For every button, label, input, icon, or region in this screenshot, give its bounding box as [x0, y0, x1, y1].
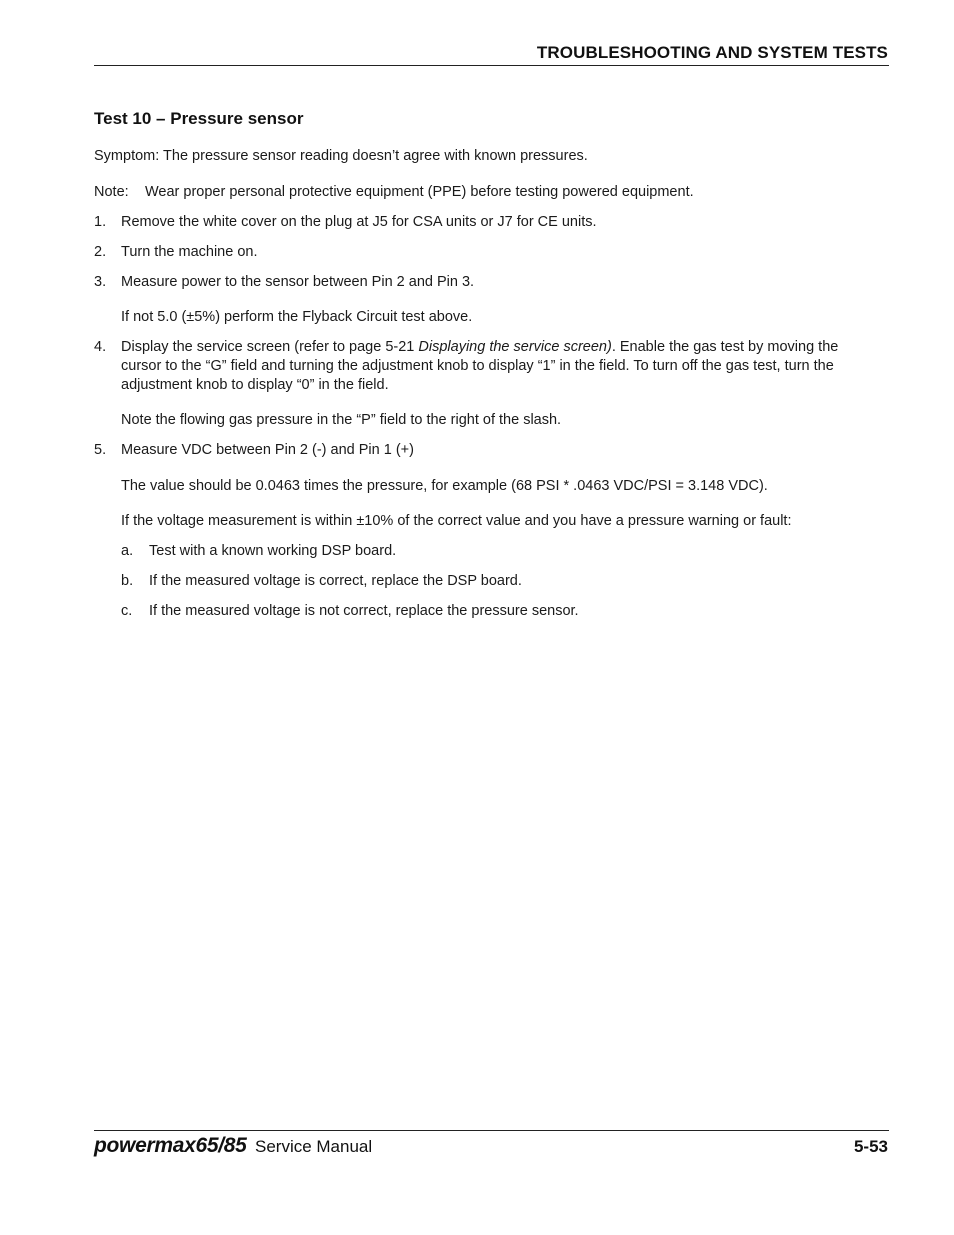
substep-text: If the measured voltage is not correct, replace the pressure sensor.: [149, 603, 579, 619]
step-text-italic: Displaying the service screen): [418, 339, 612, 355]
substep-letter: c.: [121, 603, 133, 619]
page-header-title: TROUBLESHOOTING AND SYSTEM TESTS: [536, 43, 888, 62]
step-followup: Note the flowing gas pressure in the “P” field to the right of the slash.: [121, 412, 562, 428]
substep-letter: a.: [121, 543, 134, 559]
step-number: 3.: [94, 274, 107, 290]
substep-text: If the measured voltage is correct, replace the DSP board.: [149, 573, 522, 589]
section-title: Test 10 – Pressure sensor: [94, 109, 304, 128]
step-text-part: . Enable the gas test by moving the cursor to the “G” field and turning the adjustment knob to display “1” in the field. To turn off the gas test, turn the adjustment knob to display “0” in the field.: [121, 339, 839, 393]
step-followup: If not 5.0 (±5%) perform the Flyback Circuit test above.: [121, 309, 473, 325]
footer-brand-line: [94, 1134, 372, 1158]
step-number: 1.: [94, 214, 107, 230]
brand-logo: powermax65/85: [94, 1134, 247, 1157]
step-text: Remove the white cover on the plug at J5 for CSA units or J7 for CE units.: [121, 214, 597, 230]
substep-text: Test with a known working DSP board.: [149, 543, 397, 559]
step-followup: If the voltage measurement is within ±10% of the correct value and you have a pressure warning or fault:: [121, 513, 792, 529]
step-number: 5.: [94, 442, 107, 458]
substep-letter: b.: [121, 573, 134, 589]
symptom-text: Symptom: The pressure sensor reading doesn’t agree with known pressures.: [94, 148, 588, 164]
manual-title: Service Manual: [254, 1137, 373, 1156]
note-text: Wear proper personal protective equipment (PPE) before testing powered equipment.: [145, 184, 694, 200]
header-divider: [94, 65, 889, 66]
step-number: 4.: [94, 339, 107, 355]
step-text: Turn the machine on.: [121, 244, 258, 260]
step-text: [121, 338, 873, 395]
step-text: Measure power to the sensor between Pin 2 and Pin 3.: [121, 274, 475, 290]
step-text: Measure VDC between Pin 2 (-) and Pin 1 (+): [121, 442, 414, 458]
step-followup: The value should be 0.0463 times the pressure, for example (68 PSI * .0463 VDC/PSI = 3.148 VDC).: [121, 478, 768, 494]
page-number: 5-53: [853, 1137, 888, 1156]
step-text-part: Display the service screen (refer to page 5-21: [121, 339, 419, 355]
footer-divider: [94, 1130, 889, 1131]
note-label: Note:: [94, 184, 129, 200]
step-number: 2.: [94, 244, 107, 260]
